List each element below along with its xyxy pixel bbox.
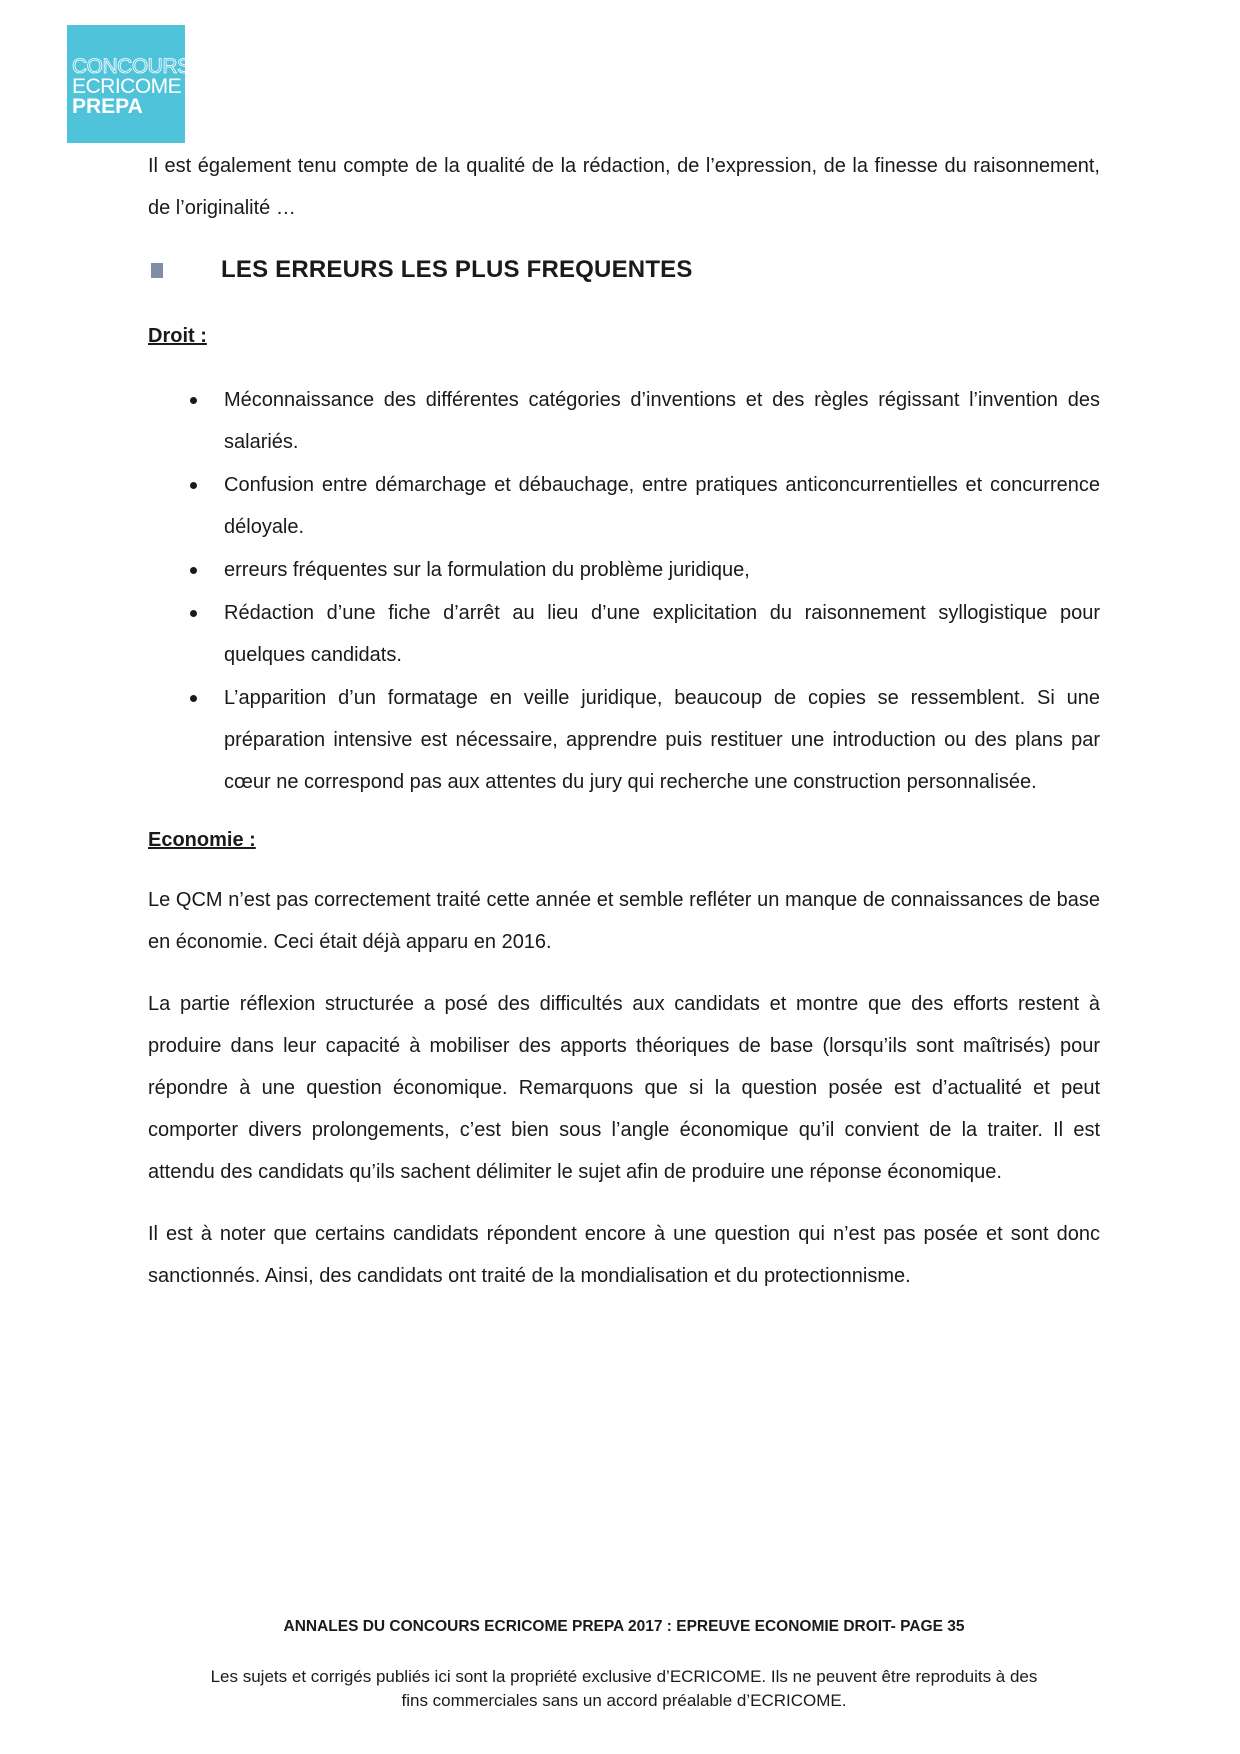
list-item-text: Méconnaissance des différentes catégories d’inventions et des règles régissant l’invention des salariés. bbox=[224, 389, 1100, 453]
square-bullet-icon bbox=[151, 263, 163, 278]
list-item-text: Confusion entre démarchage et débauchage, entre pratiques anticoncurrentielles et concurrence déloyale. bbox=[224, 474, 1100, 538]
ecricome-logo bbox=[67, 25, 191, 143]
list-item bbox=[148, 677, 1100, 803]
droit-list bbox=[148, 379, 1100, 803]
bullet-icon bbox=[190, 397, 197, 404]
economie-paragraph-1: Le QCM n’est pas correctement traité cette année et semble refléter un manque de connaissances de base en économie. Ceci était déjà apparu en 2016. bbox=[148, 889, 1100, 953]
list-item-text: L’apparition d’un formatage en veille juridique, beaucoup de copies se ressemblent. Si une préparation intensive est nécessaire, apprendre puis restituer une introduction ou des plans par cœur ne correspond pas aux attentes du jury qui recherche une construction personnalisée. bbox=[224, 687, 1100, 793]
list-item-text: erreurs fréquentes sur la formulation du problème juridique, bbox=[224, 559, 750, 581]
list-item bbox=[148, 592, 1100, 676]
list-item bbox=[148, 464, 1100, 548]
economie-paragraph-3: Il est à noter que certains candidats répondent encore à une question qui n’est pas posée et sont donc sanctionnés. Ainsi, des candidats ont traité de la mondialisation et du protectionnisme. bbox=[148, 1223, 1100, 1287]
footer-note-line-1: Les sujets et corrigés publiés ici sont la propriété exclusive d’ECRICOME. Ils ne peuvent être reproduits à des bbox=[210, 1667, 1038, 1686]
logo-line-ecricome: ECRICOME bbox=[72, 74, 182, 98]
bullet-icon bbox=[190, 695, 197, 702]
list-item bbox=[148, 379, 1100, 463]
bullet-icon bbox=[190, 482, 197, 489]
list-item-text: Rédaction d’une fiche d’arrêt au lieu d’une explicitation du raisonnement syllogistique pour quelques candidats. bbox=[224, 602, 1100, 666]
droit-heading: Droit : bbox=[148, 325, 207, 347]
footer-note-line-2: fins commerciales sans un accord préalable d’ECRICOME. bbox=[401, 1691, 847, 1710]
intro-paragraph: Il est également tenu compte de la qualité de la rédaction, de l’expression, de la finesse du raisonnement, de l’originalité … bbox=[148, 155, 1100, 219]
logo-line-concours: CONCOURS bbox=[72, 55, 191, 78]
economie-heading: Economie : bbox=[148, 829, 256, 851]
logo-line-prepa: PREPA bbox=[72, 94, 143, 118]
section-heading bbox=[148, 249, 1100, 291]
section-title: LES ERREURS LES PLUS FREQUENTES bbox=[221, 256, 693, 283]
footer-note bbox=[148, 1665, 1100, 1713]
bullet-icon bbox=[190, 610, 197, 617]
economie-paragraph-2: La partie réflexion structurée a posé des difficultés aux candidats et montre que des efforts restent à produire dans leur capacité à mobiliser des apports théoriques de base (lorsqu’ils sont maîtrisés) pour répondre à une question économique. Remarquons que si la question posée est d’actualité et peut comporter divers prolongements, c’est bien sous l’angle économique qu’il convient de la traiter. Il est attendu des candidats qu’ils sachent délimiter le sujet afin de produire une réponse économique. bbox=[148, 993, 1100, 1183]
list-item bbox=[148, 549, 1100, 591]
page-content bbox=[148, 145, 1100, 1317]
footer-title: ANNALES DU CONCOURS ECRICOME PREPA 2017 : EPREUVE ECONOMIE DROIT- PAGE 35 bbox=[283, 1618, 965, 1635]
bullet-icon bbox=[190, 567, 197, 574]
